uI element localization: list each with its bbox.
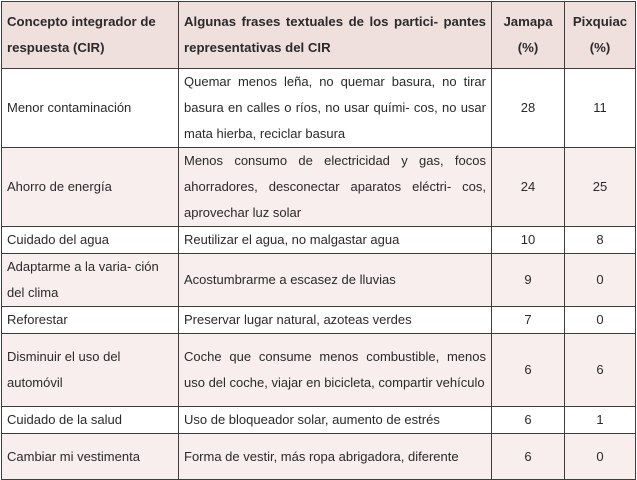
row-phrases: Quemar menos leña, no quemar basura, no tirar basura en calles o ríos, no usar quími- cos, no usar mata hierba, reciclar basura — [179, 69, 492, 148]
row-jamapa: 7 — [492, 307, 565, 334]
row-phrases: Preservar lugar natural, azoteas verdes — [179, 307, 492, 334]
row-phrases: Reutilizar el agua, no malgastar agua — [179, 227, 492, 254]
row-pixquiac: 6 — [565, 334, 636, 407]
row-jamapa: 28 — [492, 69, 565, 148]
row-concept: Cambiar mi vestimenta — [2, 434, 179, 480]
row-pixquiac: 25 — [565, 148, 636, 227]
row-pixquiac: 0 — [565, 254, 636, 307]
header-phrases: Algunas frases textuales de los partici- pantes representativas del CIR — [179, 2, 492, 69]
row-concept: Adaptarme a la varia- ción del clima — [2, 254, 179, 307]
header-concept: Concepto integrador de respuesta (CIR) — [2, 2, 179, 69]
row-pixquiac: 0 — [565, 434, 636, 480]
table-row — [2, 407, 636, 434]
row-jamapa: 10 — [492, 227, 565, 254]
header-jamapa: Jamapa (%) — [492, 2, 565, 69]
row-phrases: Menos consumo de electricidad y gas, focos ahorradores, desconectar aparatos eléctri- cos, aprovechar luz solar — [179, 148, 492, 227]
row-jamapa: 6 — [492, 407, 565, 434]
row-pixquiac: 1 — [565, 407, 636, 434]
header-row — [2, 2, 636, 69]
row-pixquiac: 11 — [565, 69, 636, 148]
row-jamapa: 6 — [492, 334, 565, 407]
cir-table — [1, 1, 636, 480]
row-jamapa: 9 — [492, 254, 565, 307]
row-phrases: Forma de vestir, más ropa abrigadora, diferente — [179, 434, 492, 480]
row-phrases: Uso de bloqueador solar, aumento de estrés — [179, 407, 492, 434]
header-pixquiac: Pixquiac (%) — [565, 2, 636, 69]
table-row — [2, 69, 636, 148]
table-row — [2, 307, 636, 334]
row-concept: Cuidado del agua — [2, 227, 179, 254]
row-pixquiac: 0 — [565, 307, 636, 334]
row-phrases: Acostumbrarme a escasez de lluvias — [179, 254, 492, 307]
row-pixquiac: 8 — [565, 227, 636, 254]
row-phrases: Coche que consume menos combustible, menos uso del coche, viajar en bicicleta, compartir vehículo — [179, 334, 492, 407]
table-row — [2, 334, 636, 407]
row-concept: Ahorro de energía — [2, 148, 179, 227]
table-row — [2, 227, 636, 254]
table-row — [2, 434, 636, 480]
row-concept: Reforestar — [2, 307, 179, 334]
row-concept: Disminuir el uso del automóvil — [2, 334, 179, 407]
row-jamapa: 6 — [492, 434, 565, 480]
row-jamapa: 24 — [492, 148, 565, 227]
table-row — [2, 148, 636, 227]
row-concept: Cuidado de la salud — [2, 407, 179, 434]
table-row — [2, 254, 636, 307]
row-concept: Menor contaminación — [2, 69, 179, 148]
